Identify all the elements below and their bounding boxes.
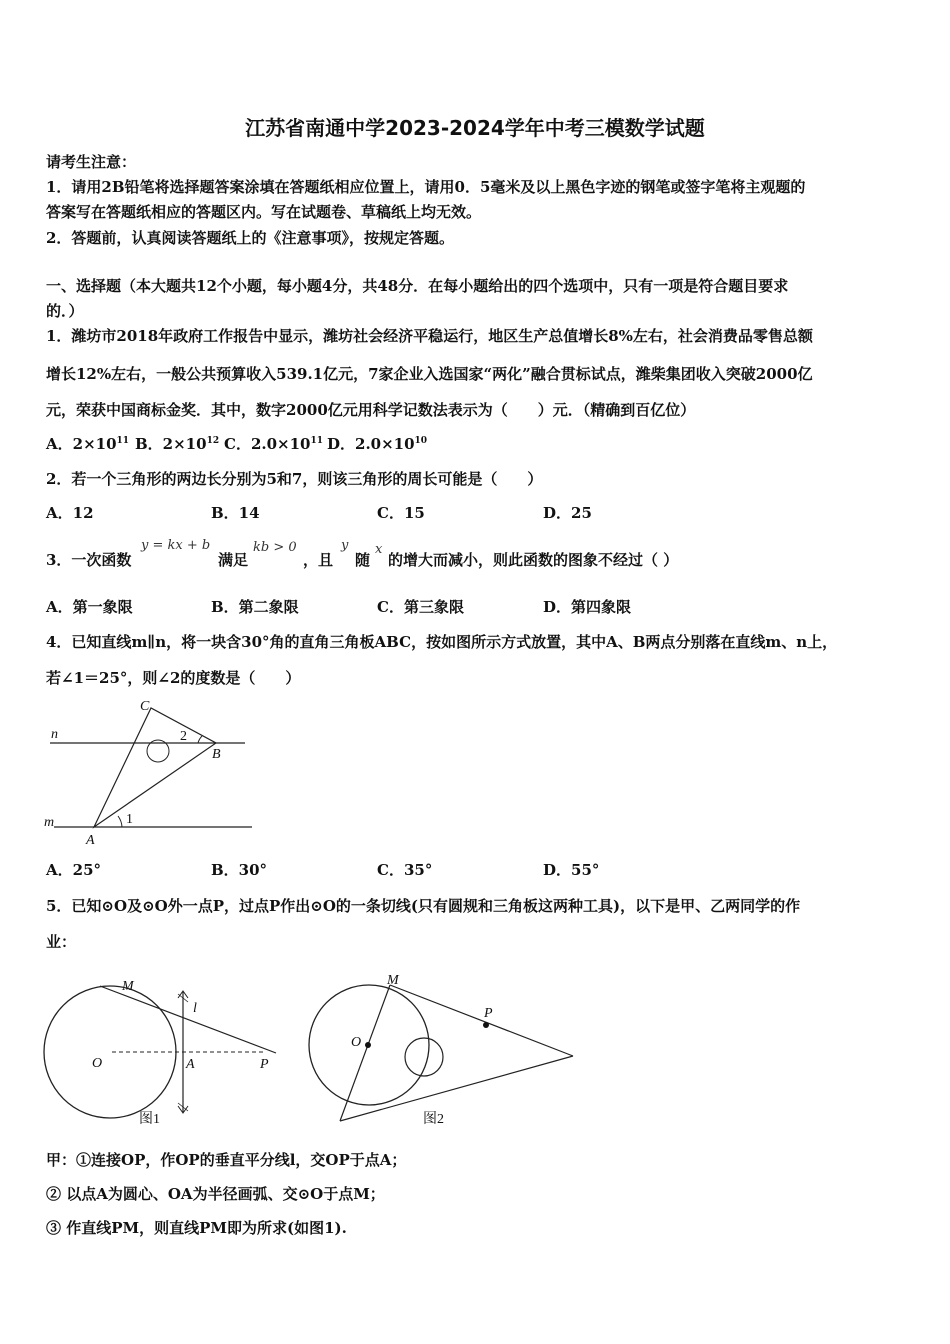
notice-line-3: 2．答题前，认真阅读答题纸上的《注意事项》，按规定答题。	[46, 229, 454, 247]
fig4-angle-2: 2	[180, 729, 187, 744]
q2-option-d[interactable]: D．25	[543, 504, 592, 522]
fig4-label-n: n	[51, 727, 58, 742]
q3-stem-part-4: 随	[355, 551, 371, 569]
fig2-label-m: M	[387, 973, 399, 988]
fig1-caption: 图1	[139, 1112, 160, 1127]
fig4-label-a: A	[86, 833, 95, 848]
q4-option-d[interactable]: D．55°	[543, 861, 600, 879]
fig4-label-m: m	[44, 815, 55, 830]
q5-step-1: 甲：①连接OP，作OP的垂直平分线l，交OP于点A；	[46, 1151, 407, 1169]
fig1-label-a: A	[186, 1057, 195, 1072]
fig1-label-p: P	[260, 1057, 269, 1072]
q1-option-c[interactable]: C．$2.0\times 10^{11}$	[224, 435, 324, 453]
q5-stem-line-2: 业：	[46, 933, 77, 951]
q4-triangle-figure	[40, 696, 260, 848]
q1-stem-line-2: 增长12%左右，一般公共预算收入539.1亿元，7家企业入选国家“两化”融合贯标试点，潍柴集团收入突破2000亿	[46, 365, 813, 383]
fig2-label-o: O	[351, 1035, 362, 1050]
q5-step-2: ② 以点A为圆心、OA为半径画弧、交⊙O于点M；	[46, 1185, 385, 1203]
notice-heading: 请考生注意：	[46, 153, 137, 171]
q3-option-b[interactable]: B．第二象限	[211, 598, 299, 616]
q1-stem-line-1: 1．潍坊市2018年政府工作报告中显示，潍坊社会经济平稳运行，地区生产总值增长8%左右，社会消费品零售总额	[46, 327, 813, 345]
q4-option-b[interactable]: B．30°	[211, 861, 268, 879]
q1-option-d[interactable]: D．$2.0\times 10^{10}$	[327, 435, 428, 453]
q3-option-a[interactable]: A．第一象限	[46, 598, 133, 616]
q2-option-c[interactable]: C．15	[377, 504, 425, 522]
q5-step-3: ③ 作直线PM，则直线PM即为所求(如图1).	[46, 1219, 347, 1237]
q2-stem: 2．若一个三角形的两边长分别为5和7，则该三角形的周长可能是（ ）	[46, 470, 543, 488]
q3-stem-part-2: 满足	[218, 551, 249, 569]
q3-stem-part-1: 3．一次函数	[46, 551, 132, 569]
q4-stem-line-2: 若∠1＝25°，则∠2的度数是（ ）	[46, 669, 301, 687]
section-heading-line-1: 一、选择题（本大题共12个小题，每小题4分，共48分．在每小题给出的四个选项中，只有一项是符合题目要求	[46, 277, 789, 295]
q2-option-b[interactable]: B．14	[211, 504, 260, 522]
q3-option-c[interactable]: C．第三象限	[377, 598, 464, 616]
q3-stem-part-3: ，且	[303, 551, 334, 569]
fig4-label-c: C	[140, 699, 150, 714]
q4-option-a[interactable]: A．25°	[46, 861, 102, 879]
q1-option-a[interactable]: A．$2\times 10^{11}$	[46, 435, 130, 453]
q3-stem-part-5: 的增大而减小，则此函数的图象不经过（ ）	[388, 551, 679, 569]
fig4-label-b: B	[212, 747, 221, 762]
fig1-label-l: l	[193, 1001, 197, 1016]
fig2-caption: 图2	[423, 1112, 444, 1127]
q3-option-d[interactable]: D．第四象限	[543, 598, 632, 616]
fig2-label-p: P	[484, 1006, 493, 1021]
q2-option-a[interactable]: A．12	[46, 504, 94, 522]
q4-stem-line-1: 4．已知直线m∥n，将一块含30°角的直角三角板ABC，按如图所示方式放置，其中A、B两点分别落在直线m、n上，	[46, 633, 838, 651]
fig1-label-o: O	[92, 1056, 103, 1071]
q1-option-b[interactable]: B．$2\times 10^{12}$	[135, 435, 220, 453]
notice-line-1: 1．请用2B铅笔将选择题答案涂填在答题纸相应位置上，请用0．5毫米及以上黑色字迹的钢笔或签字笔将主观题的	[46, 178, 806, 196]
q3-formula-x: x	[375, 542, 383, 557]
q1-stem-line-3: 元，荣获中国商标金奖．其中，数字2000亿元用科学记数法表示为（ ）元．（精确到百亿位）	[46, 401, 696, 419]
q5-figure-1	[40, 975, 290, 1135]
q3-formula-1: y = kx + b	[141, 538, 211, 553]
q4-option-c[interactable]: C．35°	[377, 861, 433, 879]
fig4-angle-1: 1	[126, 812, 133, 827]
fig1-label-m: M	[122, 979, 134, 994]
q5-stem-line-1: 5．已知⊙O及⊙O外一点P，过点P作出⊙O的一条切线(只有圆规和三角板这两种工具)，以下是甲、乙两同学的作	[46, 897, 801, 915]
section-heading-line-2: 的．）	[46, 302, 84, 320]
q3-formula-y: y	[341, 538, 349, 553]
page-title: 江苏省南通中学2023-2024学年中考三模数学试题	[245, 116, 705, 140]
notice-line-2: 答案写在答题纸相应的答题区内。写在试题卷、草稿纸上均无效。	[46, 203, 482, 221]
q5-figure-2	[305, 965, 585, 1135]
q3-formula-2: kb > 0	[253, 540, 297, 555]
